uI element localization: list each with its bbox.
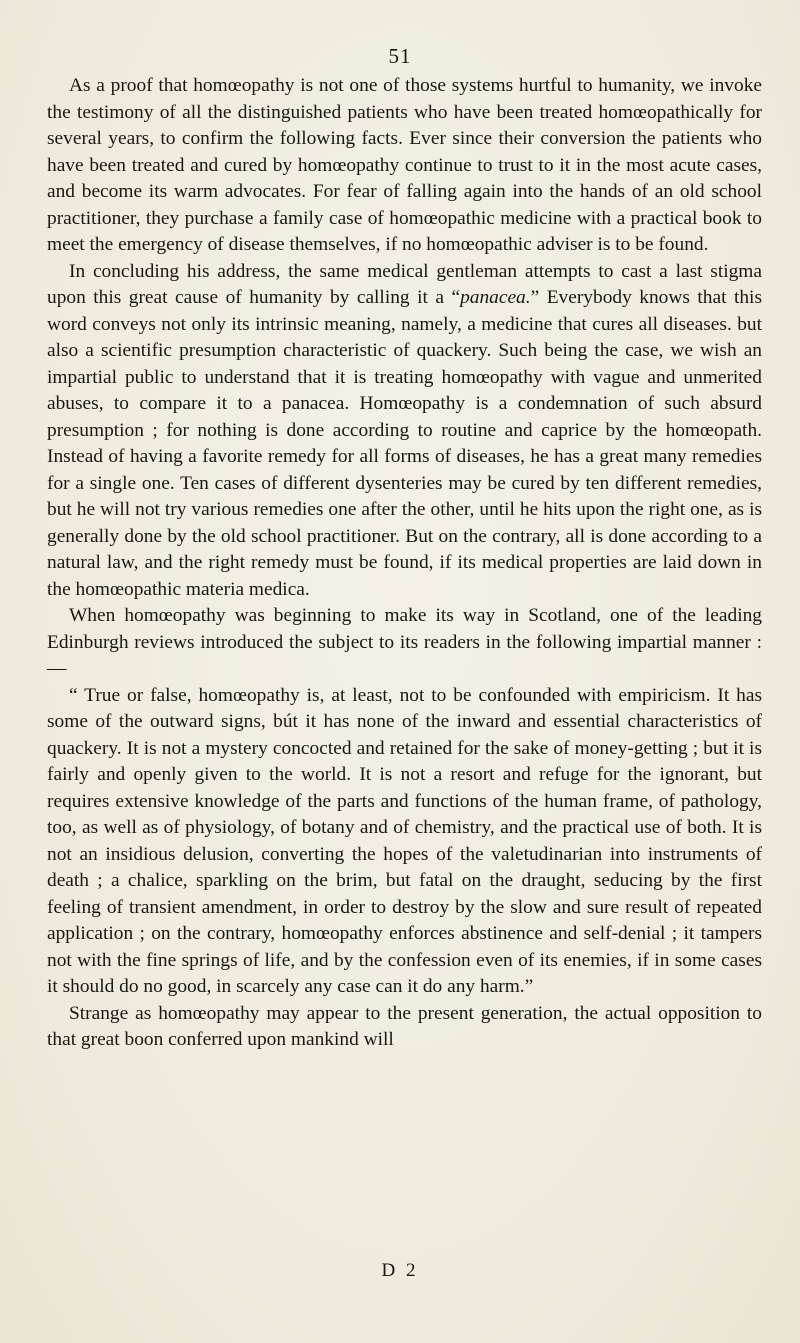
signature-mark: D 2 <box>381 1260 419 1281</box>
paragraph-quotation <box>47 683 762 1001</box>
paragraph-text: When homœopathy was beginning to make its way in Scotland, one of the leading Edinburgh reviews introduced the subject to its readers in the following impartial manner :— <box>47 605 762 679</box>
paragraph-homoeopathy-proof <box>47 73 762 259</box>
paragraph-text: As a proof that homœopathy is not one of those systems hurtful to humanity, we invoke the testimony of all the distinguished patients who have been treated homœopathically for several years, to confirm the following facts. Ever since their conversion the patients who have been treated and cured by homœopathy continue to trust to it in the most acute cases, and become its warm advocates. For fear of falling again into the hands of an old school practitioner, they purchase a family case of homœopathic medicine with a practical book to meet the emergency of disease themselves, if no homœopathic adviser is to be found. <box>47 75 762 255</box>
paragraph-text: ” Everybody knows that this word conveys not only its intrinsic meaning, namely, a medicine that cures all diseases. but also a scientific presumption characteristic of quackery. Such being the case, we wish an impartial public to understand that it is treating homœopathy with vague and unmerited abuses, to compare it to a panacea. Homœopathy is a condemnation of such absurd presumption ; for nothing is done according to routine and caprice by the homœopath. Instead of having a favorite remedy for all forms of diseases, he has a great many remedies for a single one. Ten cases of different dysenteries may be cured by ten different remedies, but he will not try various remedies one after the other, until he hits upon the right one, as is generally done by the old school practitioner. But on the contrary, all is done according to a natural law, and the right remedy must be found, if its medical properties are laid down in the homœopathic materia medica. <box>47 287 762 600</box>
emphasized-word: panacea. <box>460 287 531 308</box>
paragraph-text: “ True or false, homœopathy is, at least, not to be confounded with empiricism. It has some of the outward signs, bút it has none of the inward and essential characteristics of quackery. It is not a mystery concocted and retained for the sake of money-getting ; but it is fairly and openly given to the world. It is not a resort and refuge for the ignorant, but requires extensive knowledge of the parts and functions of the human frame, of pathology, too, as well as of physiology, of botany and of chemistry, and the practical use of both. It is not an insidious delusion, converting the hopes of the valetudinarian into instruments of death ; a chalice, sparkling on the brim, but fatal on the draught, seducing by the first feeling of transient amendment, in order to destroy by the slow and sure result of repeated application ; on the contrary, homœopathy enforces abstinence and self-denial ; it tampers not with the fine springs of life, and by the confession even of its enemies, if in some cases it should do no good, in scarcely any case can it do any harm.” <box>47 684 762 997</box>
paragraph-panacea <box>47 259 762 604</box>
page-number: 51 <box>388 44 412 68</box>
paragraph-strange <box>47 1001 762 1054</box>
paragraph-text: Strange as homœopathy may appear to the present generation, the actual opposition to that great boon conferred upon mankind will <box>47 1002 762 1050</box>
paragraph-text: In concluding his address, the same medical gentleman attempts to cast a last stigma upon this great cause of humanity by calling it a “ <box>47 260 762 308</box>
paragraph-scotland <box>47 603 762 683</box>
body-text <box>47 73 762 1054</box>
